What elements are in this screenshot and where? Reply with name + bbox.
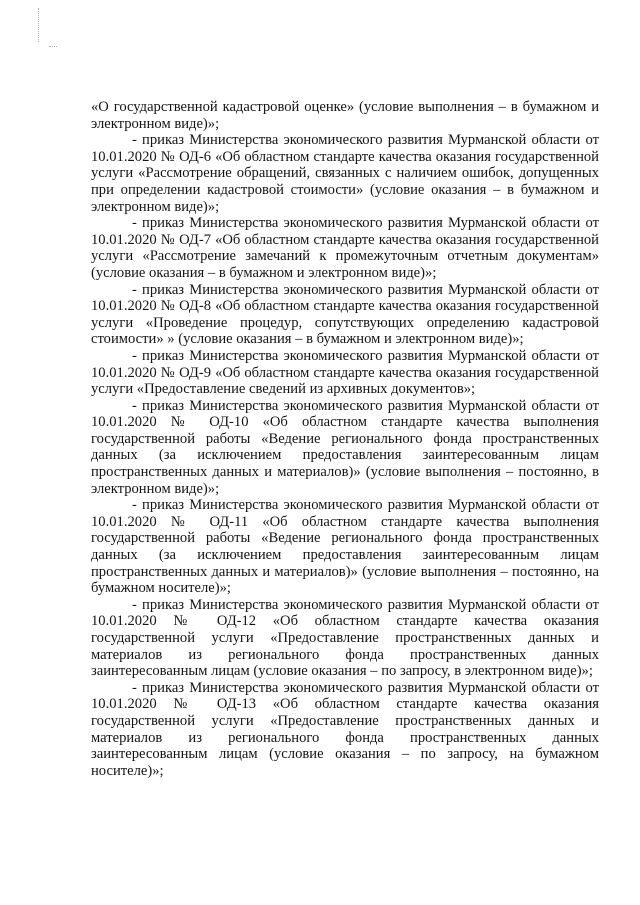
paragraph: - приказ Министерства экономического развития Мурманской области от 10.01.2020 № ОД-9 «Об областном стандарте качества оказания государственной услуги «Предоставление сведений из архивных документов»; bbox=[91, 347, 599, 398]
paragraph: - приказ Министерства экономического развития Мурманской области от 10.01.2020 № ОД-13 «Об областном стандарте качества оказания государственной услуги «Предоставление пространственных данных и материалов из регионального фонда пространственных данных заинтересованным лицам (условие оказания – по запросу, на бумажном носителе)»; bbox=[91, 679, 599, 779]
paragraph: - приказ Министерства экономического развития Мурманской области от 10.01.2020 № ОД-7 «Об областном стандарте качества оказания государственной услуги «Рассмотрение замечаний к промежуточным отчетным документам» (условие оказания – в бумажном и электронном виде)»; bbox=[91, 215, 599, 281]
paragraph: «О государственной кадастровой оценке» (условие выполнения – в бумажном и электронном виде)»; bbox=[91, 99, 599, 132]
paragraph: - приказ Министерства экономического развития Мурманской области от 10.01.2020 № ОД-11 «Об областном стандарте качества выполнения государственной работы «Ведение регионального фонда пространственных данных (за исключением предоставления заинтересованным лицам пространственных данных и материалов)» (условие выполнения – постоянно, на бумажном носителе)»; bbox=[91, 497, 599, 597]
scan-artifact bbox=[38, 8, 42, 42]
paragraph: - приказ Министерства экономического развития Мурманской области от 10.01.2020 № ОД-8 «Об областном стандарте качества оказания государственной услуги «Проведение процедур, сопутствующих определению кадастровой стоимости» » (условие оказания – в бумажном и электронном виде)»; bbox=[91, 281, 599, 348]
paragraph: - приказ Министерства экономического развития Мурманской области от 10.01.2020 № ОД-10 «Об областном стандарте качества выполнения государственной работы «Ведение регионального фонда пространственных данных (за исключением предоставления заинтересованным лицам пространственных данных и материалов)» (условие выполнения – постоянно, в электронном виде)»; bbox=[91, 397, 599, 497]
paragraph: - приказ Министерства экономического развития Мурманской области от 10.01.2020 № ОД-6 «Об областном стандарте качества оказания государственной услуги «Рассмотрение обращений, связанных с наличием ошибок, допущенных при определении кадастровой стоимости» (условие оказания – в бумажном и электронном виде)»; bbox=[91, 132, 599, 215]
document-body bbox=[91, 99, 599, 779]
scan-artifact bbox=[49, 46, 57, 51]
paragraph: - приказ Министерства экономического развития Мурманской области от 10.01.2020 № ОД-12 «Об областном стандарте качества оказания государственной услуги «Предоставление пространственных данных и материалов из регионального фонда пространственных данных заинтересованным лицам (условие оказания – по запросу, в электронном виде)»; bbox=[91, 596, 599, 680]
